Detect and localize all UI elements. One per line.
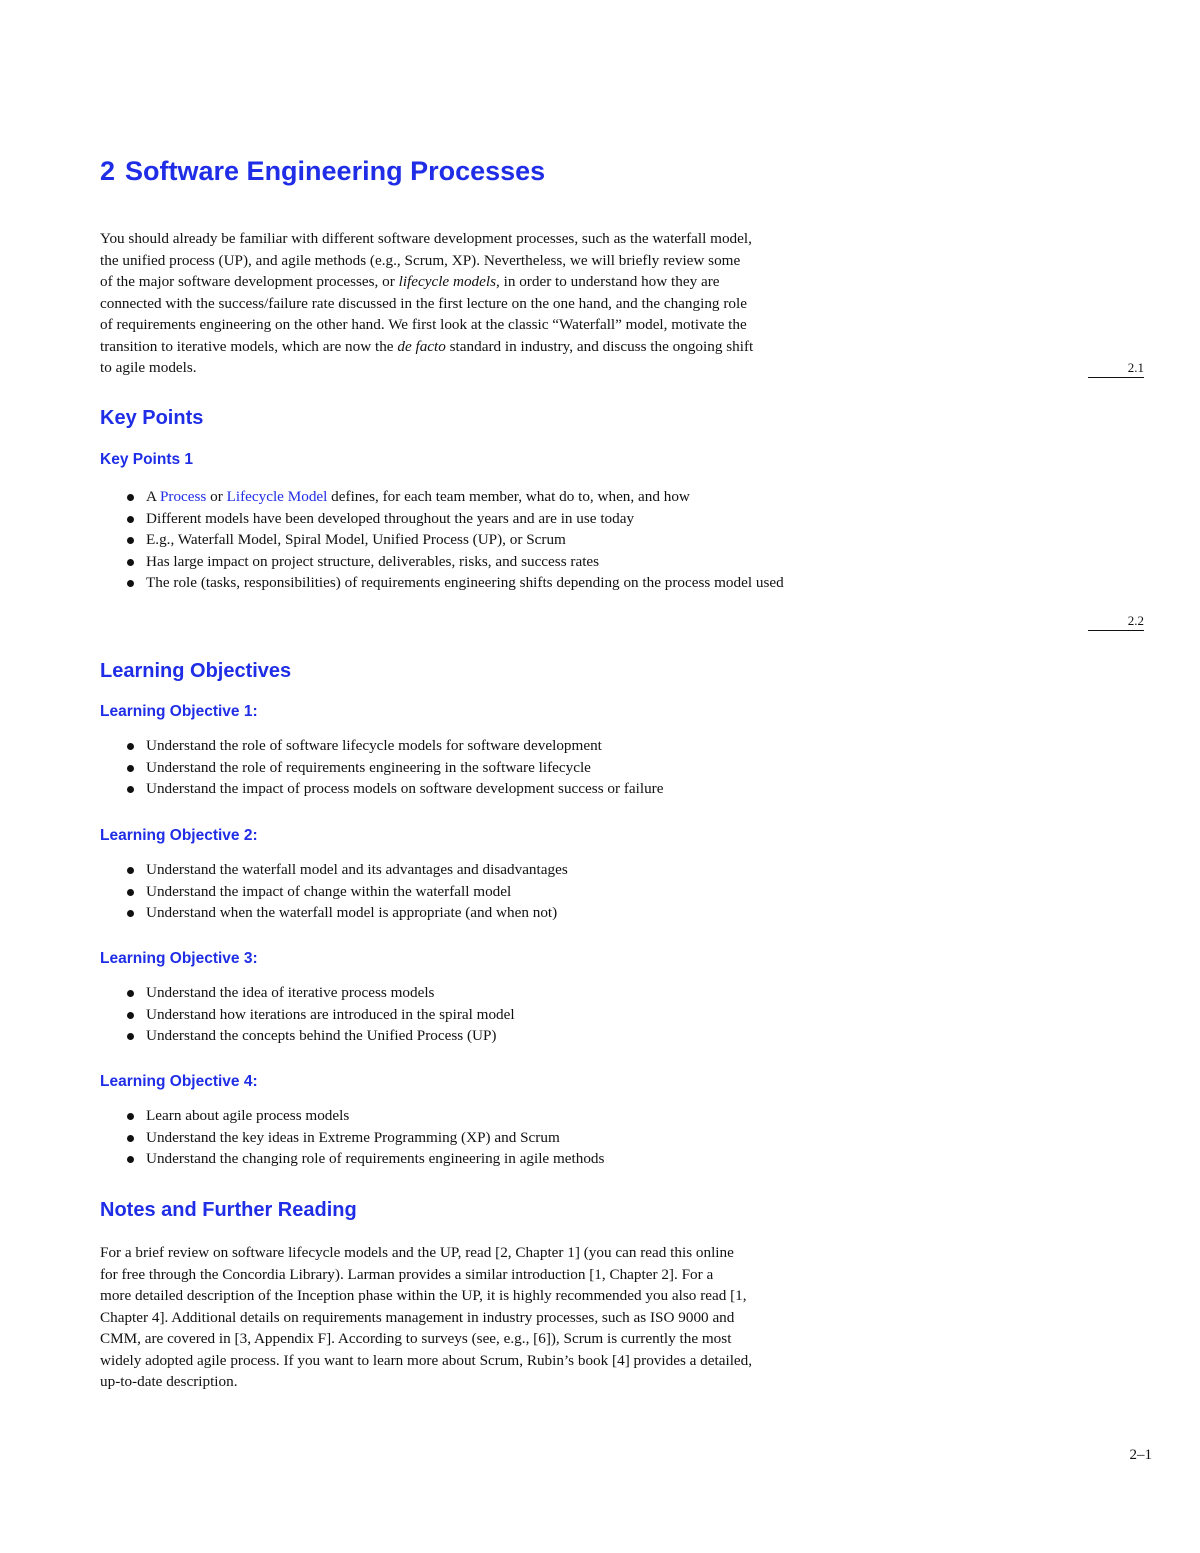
- bullet-icon: [127, 990, 134, 997]
- bullet-icon: [127, 1135, 134, 1142]
- list-item: [124, 757, 854, 779]
- key-points-subheading: Key Points 1: [100, 451, 194, 468]
- item-text: Understand the role of requirements engineering in the software lifecycle: [146, 758, 591, 776]
- learning-objective-list: [124, 735, 854, 800]
- list-item: [124, 778, 854, 800]
- list-item: [124, 486, 854, 508]
- intro-line: the unified process (UP), and agile methods (e.g., Scrum, XP). Nevertheless, we will briefly review some: [100, 251, 741, 269]
- intro-text: standard in industry, and discuss the ongoing shift: [449, 337, 754, 355]
- bullet-icon: [127, 1113, 134, 1120]
- bullet-icon: [127, 910, 134, 917]
- item-text: Different models have been developed throughout the years and are in use today: [146, 509, 635, 527]
- bullet-icon: [127, 580, 134, 587]
- chapter-title: [100, 156, 545, 187]
- chapter-number: 2: [100, 156, 116, 186]
- intro-paragraph: [100, 228, 840, 379]
- item-text: Understand the waterfall model and its advantages and disadvantages: [146, 861, 568, 878]
- list-item: [124, 902, 854, 924]
- intro-line: [100, 271, 840, 293]
- list-item: [124, 572, 836, 594]
- item-text: E.g., Waterfall Model, Spiral Model, Unified Process (UP), or Scrum: [146, 531, 566, 548]
- notes-line: CMM, are covered in [3, Appendix F]. According to surveys (see, e.g., [6]), Scrum is currently the most: [100, 1330, 732, 1347]
- item-text: Understand the impact of process models on software development success or failure: [146, 780, 664, 797]
- bullet-icon: [127, 494, 134, 501]
- intro-text: , in order to understand how they are: [496, 273, 720, 290]
- chapter-title-text: Software Engineering Processes: [125, 156, 546, 186]
- slide-marker: 2.2: [1088, 613, 1144, 631]
- notes-line: up-to-date description.: [100, 1373, 238, 1390]
- intro-line: to agile models.: [100, 359, 197, 376]
- bullet-icon: [127, 537, 134, 544]
- list-item: [124, 881, 854, 903]
- item-text: Understand the key ideas in Extreme Programming (XP) and Scrum: [146, 1128, 560, 1146]
- bullet-icon: [127, 559, 134, 566]
- bullet-icon: [127, 786, 134, 793]
- item-text: Understand the impact of change within the waterfall model: [146, 882, 512, 900]
- slide-marker: 2.1: [1088, 360, 1144, 378]
- bullet-icon: [127, 889, 134, 896]
- learning-objective-list: [124, 859, 854, 924]
- list-item: [124, 1148, 854, 1170]
- intro-text: transition to iterative models, which are now the: [100, 337, 394, 355]
- list-item: [124, 982, 854, 1004]
- process-link[interactable]: Process: [159, 488, 207, 505]
- notes-line: more detailed description of the Inception phase within the UP, it is highly recommended you also read [1,: [100, 1287, 747, 1304]
- item-text: A: [146, 488, 157, 505]
- item-text: defines, for each team member, what do to, when, and how: [331, 488, 690, 505]
- key-points-list: [124, 486, 854, 594]
- learning-objective-title: Learning Objective 1:: [100, 703, 258, 720]
- bullet-icon: [127, 765, 134, 772]
- bullet-icon: [127, 743, 134, 750]
- list-item: [124, 529, 854, 551]
- intro-line: of requirements engineering on the other hand. We first look at the classic “Waterfall” model, motivate the: [100, 316, 747, 333]
- item-text: Learn about agile process models: [146, 1107, 350, 1124]
- notes-line: Chapter 4]. Additional details on requirements management in industry processes, such as ISO 9000 and: [100, 1308, 735, 1326]
- learning-objective-list: [124, 982, 854, 1047]
- intro-line: [100, 336, 840, 358]
- notes-line: For a brief review on software lifecycle models and the UP, read [2, Chapter 1] (you can read this online: [100, 1244, 734, 1261]
- intro-text: of the major software development processes, or: [100, 273, 395, 290]
- bullet-icon: [127, 516, 134, 523]
- list-item: [124, 859, 854, 881]
- item-text: Understand the changing role of requirements engineering in agile methods: [146, 1150, 605, 1167]
- intro-emphasis: lifecycle models: [398, 273, 496, 290]
- list-item: [124, 508, 854, 530]
- bullet-icon: [127, 867, 134, 874]
- list-item: [124, 1025, 854, 1047]
- list-item: [124, 551, 854, 573]
- item-text: Understand the role of software lifecycle models for software development: [146, 737, 602, 754]
- notes-line: widely adopted agile process. If you want to learn more about Scrum, Rubin’s book [4] provides a detailed,: [100, 1351, 753, 1369]
- list-item: [124, 1127, 854, 1149]
- item-text: Understand how iterations are introduced in the spiral model: [146, 1005, 515, 1023]
- learning-objectives-heading: Learning Objectives: [100, 660, 292, 682]
- list-item: [124, 735, 854, 757]
- bullet-icon: [127, 1156, 134, 1163]
- notes-heading: Notes and Further Reading: [100, 1199, 357, 1221]
- notes-paragraph: [100, 1242, 840, 1393]
- intro-emphasis: de facto: [397, 337, 446, 355]
- list-item: [124, 1105, 854, 1127]
- bullet-icon: [127, 1033, 134, 1040]
- item-text: Understand when the waterfall model is appropriate (and when not): [146, 904, 558, 921]
- bullet-icon: [127, 1012, 134, 1019]
- learning-objective-title: Learning Objective 3:: [100, 950, 258, 967]
- list-item: [124, 1004, 854, 1026]
- item-text: Has large impact on project structure, deliverables, risks, and success rates: [146, 552, 600, 570]
- learning-objective-title: Learning Objective 2:: [100, 827, 258, 844]
- learning-objective-title: Learning Objective 4:: [100, 1073, 258, 1090]
- intro-line: connected with the success/failure rate discussed in the first lecture on the one hand, and the changing role: [100, 294, 747, 312]
- intro-line: You should already be familiar with different software development processes, such as the waterfall model,: [100, 230, 752, 247]
- lifecycle-model-link[interactable]: Lifecycle Model: [226, 488, 328, 505]
- notes-line: for free through the Concordia Library). Larman provides a similar introduction [1, Chapter 2]. For a: [100, 1265, 714, 1283]
- item-text: The role (tasks, responsibilities) of requirements engineering shifts depending on the process model used: [146, 574, 784, 591]
- item-text: or: [210, 488, 223, 505]
- page-number: 2–1: [1129, 1447, 1152, 1463]
- item-text: Understand the concepts behind the Unified Process (UP): [146, 1027, 497, 1044]
- learning-objective-list: [124, 1105, 854, 1170]
- item-text: Understand the idea of iterative process models: [146, 984, 435, 1001]
- key-points-heading: Key Points: [100, 407, 204, 429]
